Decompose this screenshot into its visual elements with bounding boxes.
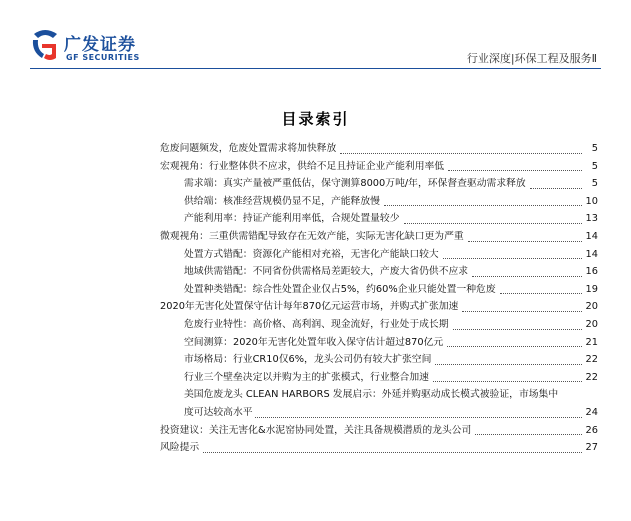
- toc-entry[interactable]: [160, 246, 598, 264]
- toc-leader-dots: [435, 364, 582, 365]
- toc-entry-text: 投资建议：关注无害化&水泥窑协同处置，关注具备规模潜质的龙头公司: [160, 422, 473, 440]
- toc-page-number: 20: [585, 318, 598, 330]
- toc-page-number: 20: [585, 301, 598, 313]
- toc-leader-dots: [404, 223, 582, 224]
- toc-leader-dots: [340, 153, 582, 154]
- gf-logo-icon: [30, 28, 60, 62]
- toc-leader-dots: [500, 293, 582, 294]
- toc-page-number: 26: [585, 424, 598, 436]
- toc-entry[interactable]: [160, 351, 598, 369]
- toc-entry-text: 处置方式错配：资源化产能相对充裕，无害化产能缺口较大: [184, 246, 441, 264]
- toc-page-number: 22: [585, 354, 598, 366]
- toc-page-number: 21: [585, 336, 598, 348]
- toc-entry-text: 供给端：核准经营规模仍显不足，产能释放慢: [184, 193, 382, 211]
- toc-entry[interactable]: [160, 263, 598, 281]
- toc-page-number: 5: [591, 160, 598, 172]
- toc-page-number: 14: [585, 248, 598, 260]
- toc-page-number: 22: [585, 371, 598, 383]
- toc-entry[interactable]: [160, 158, 598, 176]
- toc-entry-text: 2020年无害化处置保守估计每年870亿元运营市场，并购式扩张加速: [160, 298, 460, 316]
- toc-page-number: 24: [585, 406, 598, 418]
- toc-leader-dots: [448, 170, 582, 171]
- toc-entry-text: 宏观视角：行业整体供不应求，供给不足且持证企业产能利用率低: [160, 158, 446, 176]
- toc-page-number: 14: [585, 230, 598, 242]
- page-header: [0, 0, 631, 74]
- toc-leader-dots: [530, 188, 582, 189]
- toc-entry[interactable]: [160, 193, 598, 211]
- toc-entry[interactable]: [160, 210, 598, 228]
- toc-entry-text: 风险提示: [160, 439, 201, 457]
- toc-entry[interactable]: [160, 175, 598, 193]
- toc-entry[interactable]: [160, 386, 598, 421]
- report-category: 行业深度|环保工程及服务Ⅱ: [466, 52, 597, 65]
- toc-entry[interactable]: [160, 316, 598, 334]
- toc-leader-dots: [462, 311, 582, 312]
- toc-entry-text: 市场格局：行业CR10仅6%，龙头公司仍有较大扩张空间: [184, 351, 433, 369]
- header-divider: [30, 68, 601, 69]
- toc-leader-dots: [203, 452, 582, 453]
- toc-page-number: 27: [585, 442, 598, 454]
- toc-leader-dots: [384, 205, 582, 206]
- toc-entry[interactable]: [160, 369, 598, 387]
- logo-english-name: GF SECURITIES: [66, 53, 140, 62]
- toc-page-number: 16: [585, 266, 598, 278]
- table-of-contents: [160, 140, 598, 457]
- toc-leader-dots: [475, 434, 582, 435]
- toc-leader-dots: [255, 417, 582, 418]
- toc-entry-text: 需求端：真实产量被严重低估，保守测算8000万吨/年，环保督查驱动需求释放: [184, 175, 528, 193]
- toc-entry-text: 危废行业特性：高价格、高利润、现金流好，行业处于成长期: [184, 316, 451, 334]
- toc-entry-text: 美国危废龙头 CLEAN HARBORS 发展启示：外延并购驱动成长模式被验证，市场集中: [184, 389, 559, 401]
- toc-leader-dots: [447, 346, 582, 347]
- logo-chinese-name: 广发证券: [64, 35, 136, 55]
- toc-page-number: 5: [591, 178, 598, 190]
- toc-entry[interactable]: [160, 298, 598, 316]
- toc-entry[interactable]: [160, 439, 598, 457]
- toc-entry-text: 地域供需错配：不同省份供需格局差距较大，产废大省仍供不应求: [184, 263, 470, 281]
- toc-entry[interactable]: [160, 334, 598, 352]
- toc-entry-text: 产能利用率：持证产能利用率低，合规处置量较少: [184, 210, 402, 228]
- toc-entry-text: 危废问题频发，危废处置需求将加快释放: [160, 140, 338, 158]
- toc-leader-dots: [443, 258, 582, 259]
- toc-page-number: 5: [591, 143, 598, 154]
- toc-entry-text: 微观视角：三重供需错配导致存在无效产能，实际无害化缺口更为严重: [160, 228, 466, 246]
- toc-entry-text: 空间测算：2020年无害化处置年收入保守估计超过870亿元: [184, 334, 445, 352]
- toc-leader-dots: [453, 329, 582, 330]
- toc-leader-dots: [433, 381, 582, 382]
- toc-entry[interactable]: [160, 422, 598, 440]
- toc-entry[interactable]: [160, 228, 598, 246]
- toc-entry-text-continued: 度可达较高水平: [184, 406, 253, 418]
- toc-entry-text: 处置种类错配：综合性处置企业仅占5%，约60%企业只能处置一种危废: [184, 281, 498, 299]
- toc-page-number: 19: [585, 283, 598, 295]
- toc-entry[interactable]: [160, 140, 598, 158]
- toc-entry[interactable]: [160, 281, 598, 299]
- toc-page-number: 13: [585, 213, 598, 225]
- toc-title: 目录索引: [281, 110, 350, 128]
- toc-leader-dots: [468, 241, 582, 242]
- toc-page-number: 10: [585, 195, 598, 207]
- toc-entry-text: 行业三个壁垒决定以并购为主的扩张模式，行业整合加速: [184, 369, 431, 387]
- toc-leader-dots: [472, 276, 582, 277]
- company-logo: [30, 28, 190, 70]
